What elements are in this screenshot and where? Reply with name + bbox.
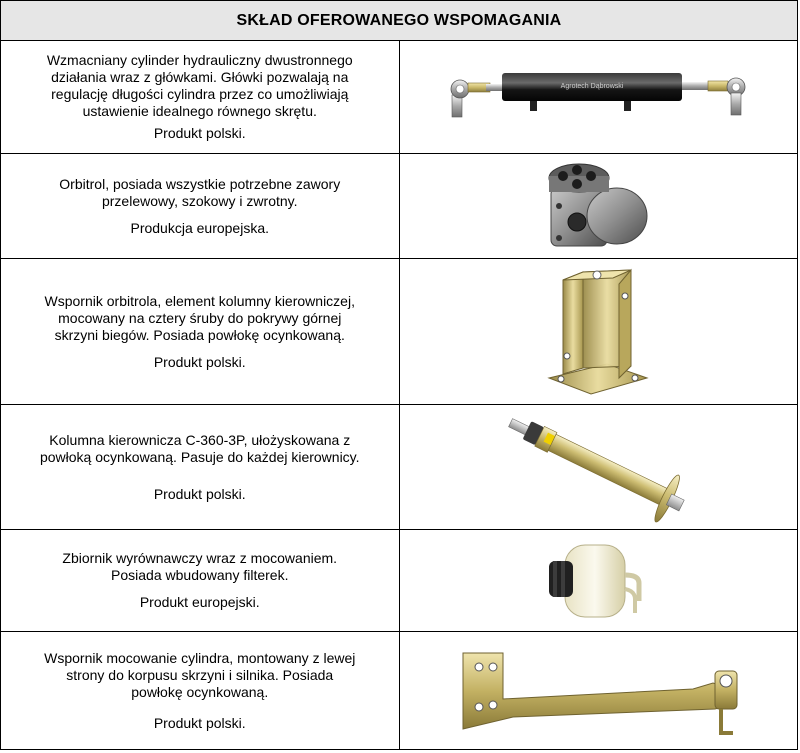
description-line: Zbiornik wyrównawczy wraz z mocowaniem.	[62, 550, 338, 566]
orbitrol-bracket-icon	[543, 266, 653, 398]
item-image	[399, 154, 798, 259]
item-description	[1, 530, 400, 632]
item-origin: Produkt polski.	[153, 353, 246, 370]
description-line: mocowany na cztery śruby do pokrywy górnej	[58, 309, 342, 326]
item-image	[399, 41, 798, 154]
item-image	[399, 405, 798, 530]
description-line: Wspornik mocowanie cylindra, montowany z lewej	[44, 649, 356, 666]
item-image	[399, 632, 798, 750]
description-line: Wzmacniany cylinder hydrauliczny dwustronnego	[46, 52, 353, 68]
reservoir-tank-icon	[543, 539, 653, 623]
description-line: przelewowy, szokowy i zwrotny.	[101, 192, 298, 209]
item-origin: Produkt europejski.	[139, 594, 260, 610]
item-description	[1, 41, 400, 154]
table-row	[1, 154, 798, 259]
table-row	[1, 405, 798, 530]
description-line: strony do korpusu skrzyni i silnika. Posiada	[66, 666, 334, 683]
item-origin: Produkcja europejska.	[130, 219, 270, 236]
item-image	[399, 259, 798, 405]
item-description	[1, 154, 400, 259]
description-line: skrzyni biegów. Posiada powłokę ocynkowaną.	[54, 326, 345, 343]
table-row	[1, 530, 798, 632]
item-origin: Produkt polski.	[153, 714, 246, 731]
description-line: Kolumna kierownicza C-360-3P, ułożyskowana z	[49, 431, 351, 448]
description-line: ustawienie idealnego równego skrętu.	[82, 103, 317, 119]
description-line: Posiada wbudowany filterek.	[111, 567, 289, 583]
cylinder-label: Agrotech Dąbrowski	[560, 83, 624, 90]
table-row	[1, 41, 798, 154]
description-line: Wspornik orbitrola, element kolumny kierowniczej,	[44, 292, 355, 309]
table-row	[1, 259, 798, 405]
table-title: SKŁAD OFEROWANEGO WSPOMAGANIA	[1, 1, 798, 41]
description-line: działania wraz z główkami. Główki pozwalają na	[51, 69, 349, 85]
table-row	[1, 632, 798, 750]
item-description	[1, 405, 400, 530]
item-image	[399, 530, 798, 632]
item-origin: Produkt polski.	[153, 485, 246, 502]
description-line: Orbitrol, posiada wszystkie potrzebne zawory	[59, 175, 341, 192]
description-line: powłokę ocynkowaną.	[131, 683, 269, 700]
item-description	[1, 259, 400, 405]
orbitrol-icon	[543, 158, 653, 254]
item-description	[1, 632, 400, 750]
steering-column-icon	[498, 409, 698, 525]
description-line: powłoką ocynkowaną. Pasuje do każdej kierownicy.	[39, 448, 360, 465]
cylinder-mount-bracket-icon	[443, 643, 753, 739]
description-line: regulację długości cylindra przez co umożliwiają	[51, 86, 349, 102]
hydraulic-cylinder-icon	[438, 57, 758, 137]
item-origin: Produkt polski.	[153, 125, 246, 141]
